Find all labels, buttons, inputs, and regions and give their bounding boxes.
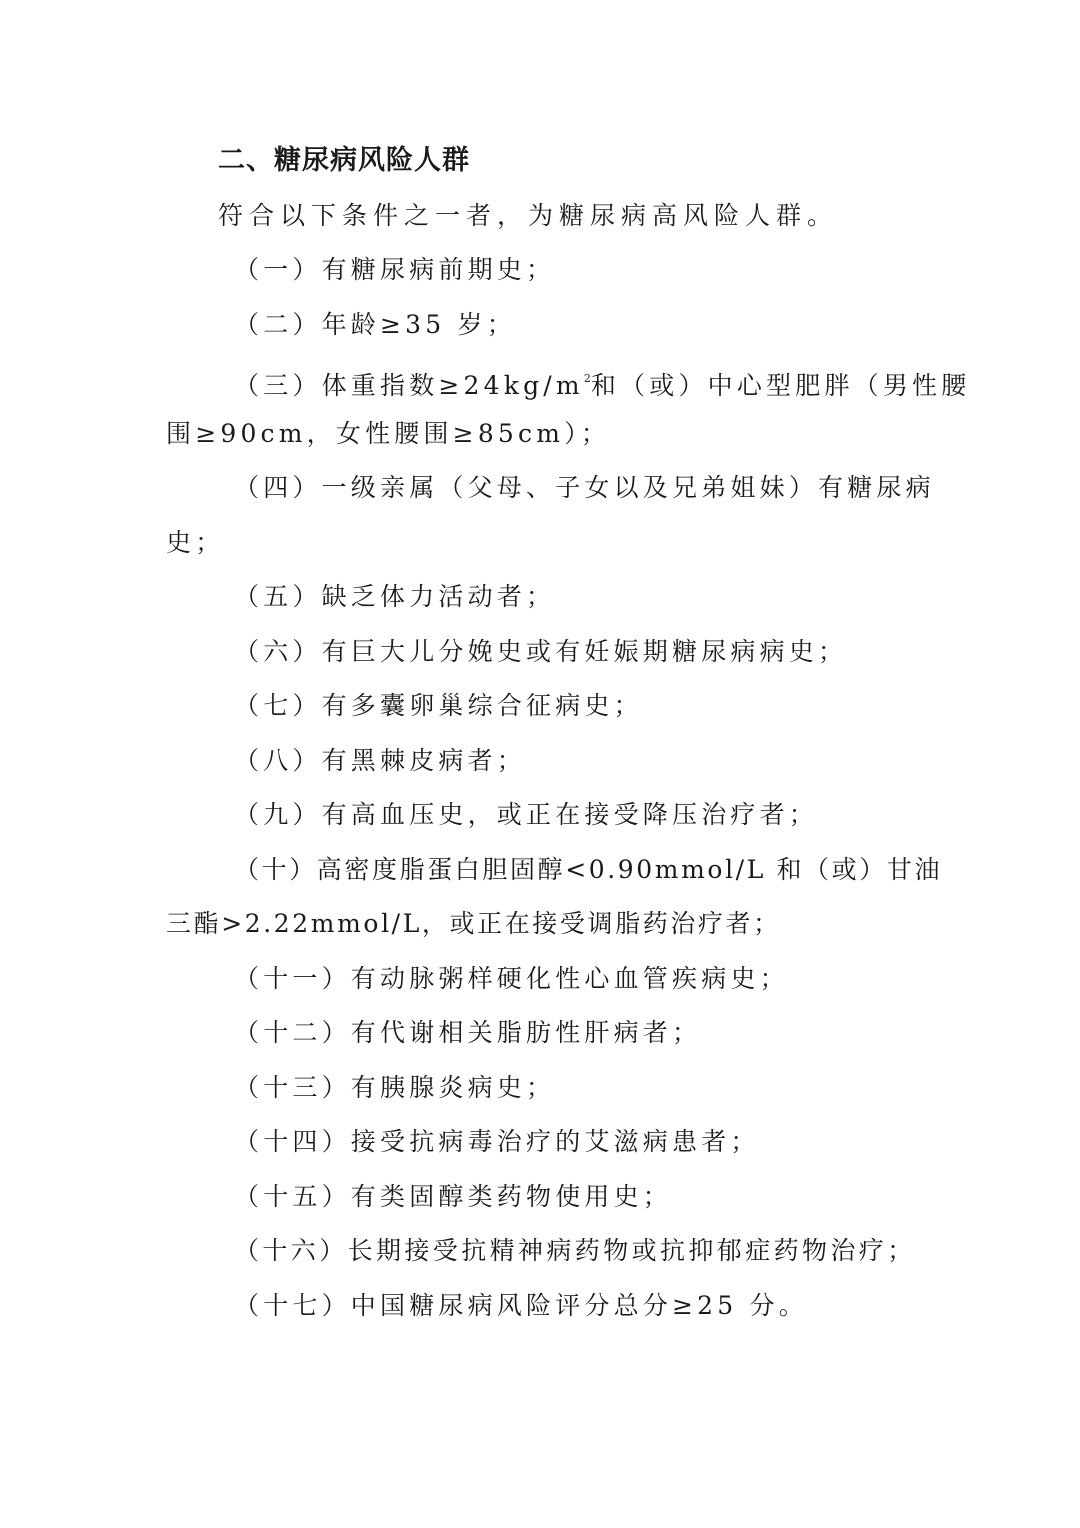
document-body (166, 134, 971, 1333)
list-item-14: （十四）接受抗病毒治疗的艾滋病患者； (234, 1127, 760, 1156)
list-item-3-line-1 (166, 352, 971, 407)
list-item-9: （九）有高血压史，或正在接受降压治疗者； (234, 800, 819, 829)
list-item-15: （十五）有类固醇类药物使用史； (234, 1181, 673, 1211)
list-item-10-line-1: （十）高密度脂蛋白胆固醇<0.90mmol/L 和（或）甘油 (234, 854, 943, 884)
list-item-3-text-a: （三）体重指数≥24kg/m (234, 371, 584, 400)
list-item-17: （十七）中国糖尿病风险评分总分≥25 分。 (234, 1290, 808, 1320)
list-item-1: （一）有糖尿病前期史； (234, 255, 556, 284)
list-item-5: （五）缺乏体力活动者； (234, 582, 556, 611)
list-item-8: （八）有黑棘皮病者； (234, 745, 527, 775)
list-item-6: （六）有巨大儿分娩史或有妊娠期糖尿病病史； (234, 636, 848, 666)
section-heading: 二、糖尿病风险人群 (218, 145, 470, 176)
list-item-4-line-2: 史； (166, 527, 225, 557)
list-item-7: （七）有多囊卵巢综合征病史； (234, 691, 643, 720)
intro-paragraph: 符合以下条件之一者，为糖尿病高风险人群。 (218, 200, 839, 230)
list-item-11: （十一）有动脉粥样硬化性心血管疾病史； (234, 963, 789, 993)
superscript-2: 2 (583, 372, 591, 385)
list-item-3-line-2: 围≥90cm，女性腰围≥85cm）； (166, 418, 611, 448)
list-item-12: （十二）有代谢相关脂肪性肝病者； (234, 1018, 702, 1047)
list-item-4-line-1: （四）一级亲属（父母、子女以及兄弟姐妹）有糖尿病 (234, 473, 935, 502)
list-item-3-text-b: 和（或）中心型肥胖（男性腰 (590, 371, 971, 400)
list-item-10-line-2: 三酯>2.22mmol/L，或正在接受调脂药治疗者； (166, 909, 781, 938)
list-item-16: （十六）长期接受抗精神病药物或抗抑郁症药物治疗； (234, 1236, 916, 1265)
list-item-2: （二）年龄≥35 岁； (234, 309, 516, 339)
list-item-13: （十三）有胰腺炎病史； (234, 1072, 556, 1102)
